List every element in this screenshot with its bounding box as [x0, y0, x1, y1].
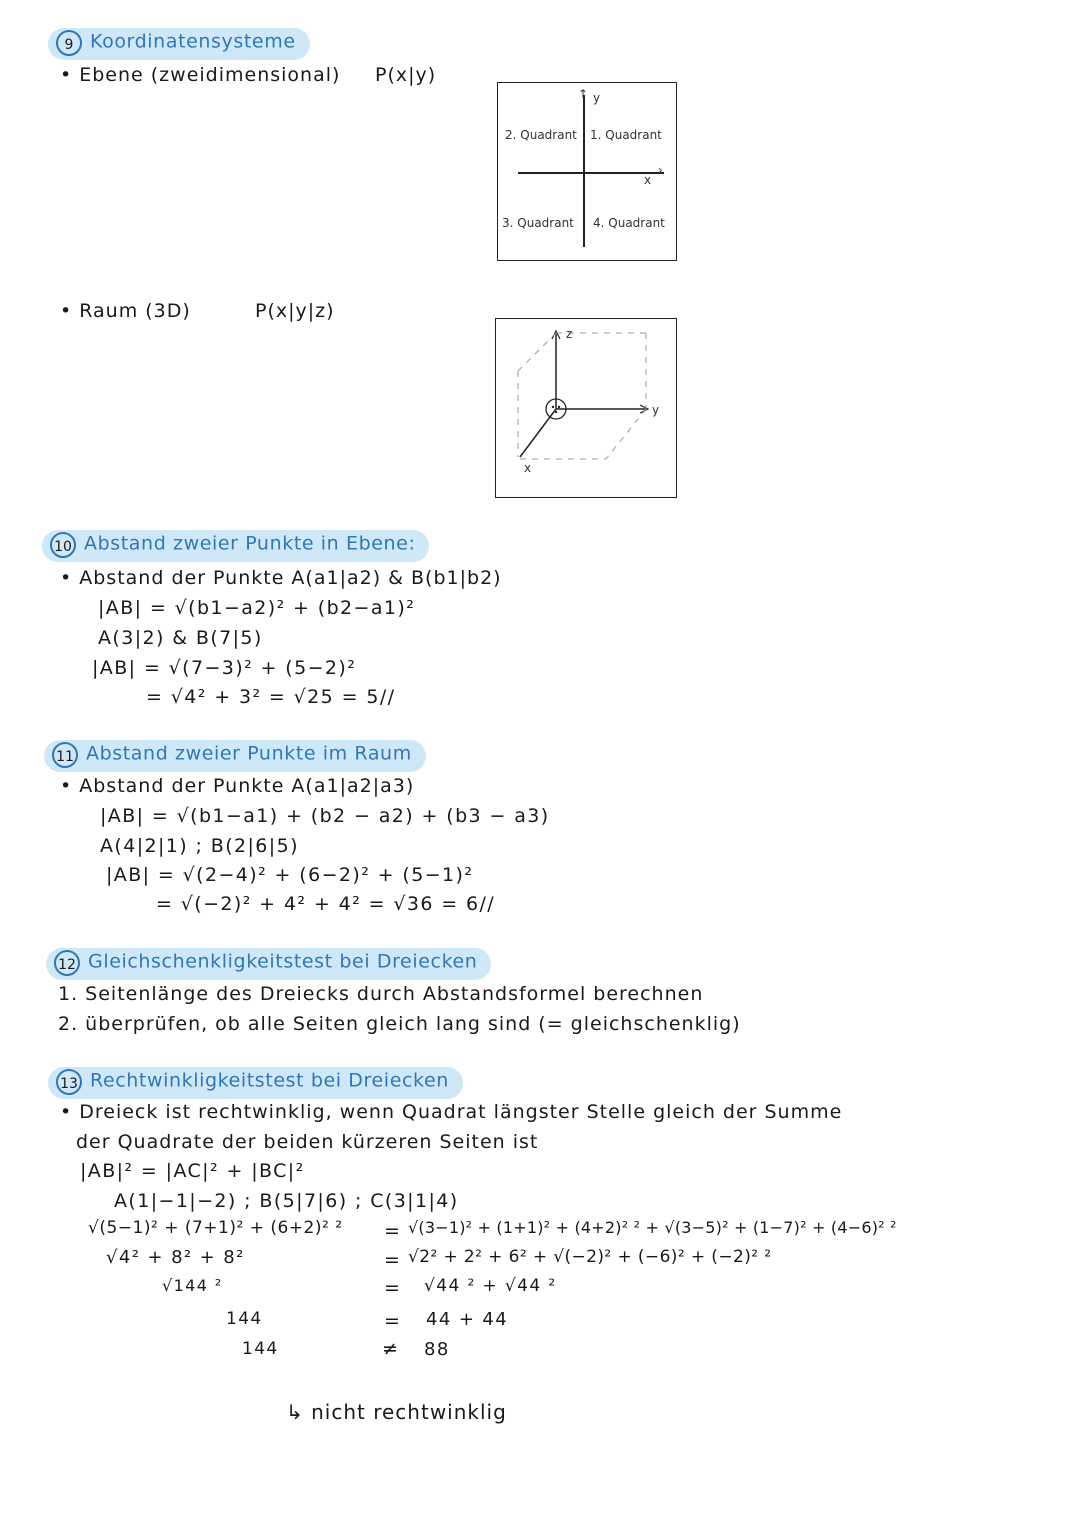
axis-x-label: x	[644, 173, 652, 187]
s13-line-2: der Quadrate der beiden kürzeren Seiten ist	[76, 1131, 539, 1153]
s13-formula: |AB|² = |AC|² + |BC|²	[80, 1160, 305, 1182]
s13-left-3: √144 ²	[162, 1276, 223, 1295]
section-13-header	[48, 1067, 463, 1099]
s13-left-2: √4² + 8² + 8²	[106, 1247, 245, 1268]
raum-label: • Raum (3D)	[60, 300, 191, 322]
s13-eq-3: =	[384, 1277, 402, 1299]
s11-calc-2: = √(−2)² + 4² + 4² = √36 = 6//	[156, 893, 496, 915]
s10-line-1: • Abstand der Punkte A(a1|a2) & B(b1|b2)	[60, 567, 502, 589]
raum-point: P(x|y|z)	[255, 300, 335, 322]
x-axis	[518, 172, 664, 174]
section-title: Koordinatensysteme	[90, 30, 296, 53]
s11-calc-1: |AB| = √(2−4)² + (6−2)² + (5−1)²	[106, 864, 474, 886]
axis-z-label: z	[566, 327, 573, 341]
s12-step-1: 1. Seitenlänge des Dreiecks durch Abstandsformel berechnen	[58, 983, 704, 1005]
s13-left-5: 144	[242, 1339, 279, 1359]
s13-left-4: 144	[226, 1309, 263, 1329]
s10-calc-1: |AB| = √(7−3)² + (5−2)²	[92, 657, 357, 679]
section-title: Abstand zweier Punkte in Ebene:	[84, 532, 416, 555]
s13-right-5: 88	[424, 1339, 450, 1360]
s13-points: A(1|−1|−2) ; B(5|7|6) ; C(3|1|4)	[114, 1190, 459, 1212]
s10-formula: |AB| = √(b1−a2)² + (b2−a1)²	[98, 597, 416, 619]
s12-step-2: 2. überprüfen, ob alle Seiten gleich lang sind (= gleichschenklig)	[58, 1013, 741, 1035]
y-arrow-icon: ↑	[578, 87, 589, 101]
section-title: Abstand zweier Punkte im Raum	[86, 742, 412, 765]
3d-axes-svg	[496, 319, 676, 497]
s13-left-1: √(5−1)² + (7+1)² + (6+2)² ²	[88, 1218, 343, 1238]
s13-result: ↳ nicht rechtwinklig	[286, 1400, 507, 1424]
quadrant-2: 2. Quadrant	[505, 128, 577, 142]
s13-right-4: 44 + 44	[426, 1309, 509, 1330]
s13-eq-1: =	[384, 1220, 402, 1242]
s13-right-1: √(3−1)² + (1+1)² + (4+2)² ² + √(3−5)² + (1−7)² + (4−6)² ²	[408, 1218, 897, 1237]
section-number: 13	[56, 1069, 82, 1095]
s11-points: A(4|2|1) ; B(2|6|5)	[100, 835, 299, 857]
section-number: 9	[56, 30, 82, 56]
section-number: 11	[52, 742, 78, 768]
s13-line-1: • Dreieck ist rechtwinklig, wenn Quadrat längster Stelle gleich der Summe	[60, 1101, 843, 1123]
s13-eq-2: =	[384, 1249, 402, 1271]
ebene-point: P(x|y)	[375, 64, 437, 86]
section-title: Rechtwinkligkeitstest bei Dreiecken	[90, 1069, 449, 1092]
s10-points: A(3|2) & B(7|5)	[98, 627, 263, 649]
ebene-label: • Ebene (zweidimensional)	[60, 64, 341, 86]
s13-eq-4: =	[384, 1310, 402, 1332]
y-axis	[583, 95, 585, 247]
s11-line-1: • Abstand der Punkte A(a1|a2|a3)	[60, 775, 415, 797]
quadrant-1: 1. Quadrant	[590, 128, 662, 142]
quadrant-3: 3. Quadrant	[502, 216, 574, 230]
coordinate-plane-diagram	[497, 82, 677, 261]
s11-formula: |AB| = √(b1−a1) + (b2 − a2) + (b3 − a3)	[100, 805, 550, 827]
s10-calc-2: = √4² + 3² = √25 = 5//	[146, 686, 396, 708]
axis-x-label-3d: x	[524, 461, 532, 475]
section-11-header	[44, 740, 426, 772]
section-number: 10	[50, 532, 76, 558]
s13-right-2: √2² + 2² + 6² + √(−2)² + (−6)² + (−2)² ²	[408, 1247, 772, 1267]
section-title: Gleichschenkligkeitstest bei Dreiecken	[88, 950, 478, 973]
section-9-header	[48, 28, 310, 60]
section-12-header	[46, 948, 491, 980]
quadrant-4: 4. Quadrant	[593, 216, 665, 230]
s13-neq: ≠	[382, 1338, 400, 1360]
section-number: 12	[54, 950, 80, 976]
s13-right-3: √44 ² + √44 ²	[424, 1276, 557, 1296]
section-10-header	[42, 530, 429, 562]
x-arrow-icon: ›	[658, 163, 663, 177]
coordinate-space-diagram	[495, 318, 677, 498]
axis-y-label: y	[593, 91, 601, 105]
axis-y-label-3d: y	[652, 403, 660, 417]
